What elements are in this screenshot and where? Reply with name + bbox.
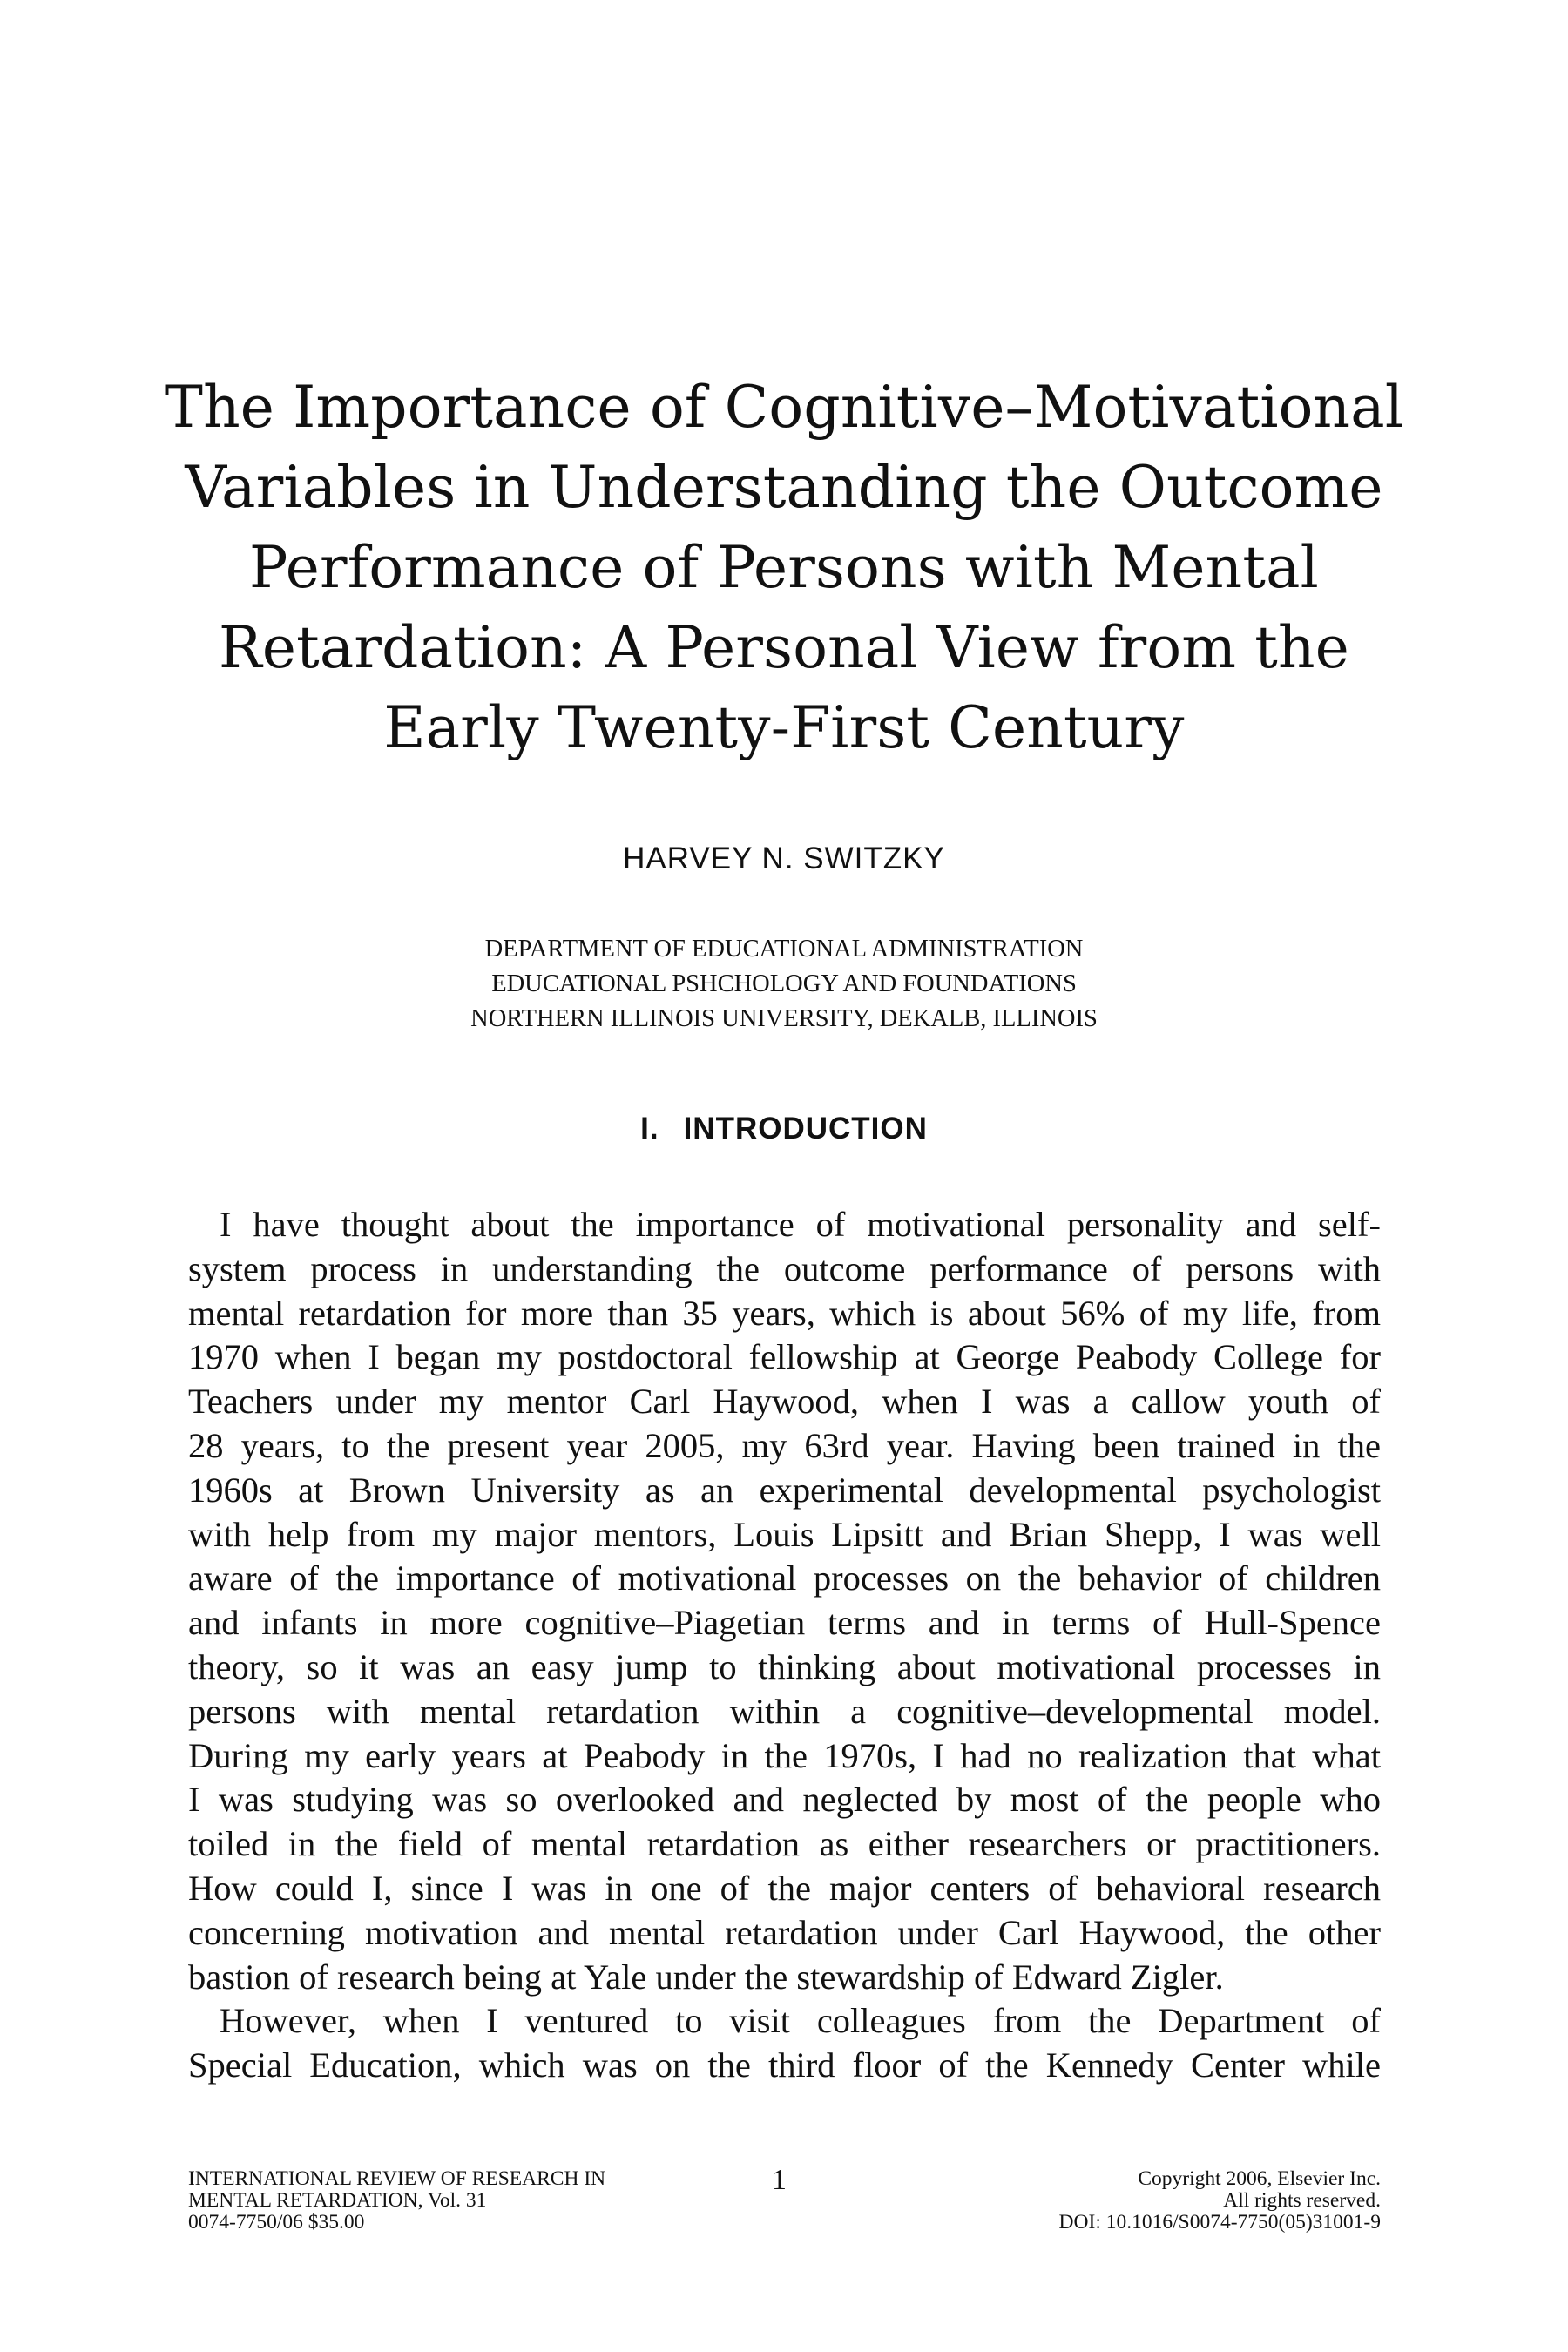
body-line: system process in understanding the outcome performance of persons with — [188, 1248, 1381, 1288]
body-line: I have thought about the importance of motivational personality and self- — [220, 1205, 1381, 1244]
footer-left-line: MENTAL RETARDATION, Vol. 31 — [188, 2189, 487, 2212]
title-line: Variables in Understanding the Outcome — [185, 454, 1383, 521]
body-line: 1970 when I began my postdoctoral fellowship at George Peabody College for — [188, 1337, 1381, 1377]
body-line: I was studying was so overlooked and neglected by most of the people who — [188, 1780, 1381, 1820]
article-title — [131, 368, 1437, 768]
affiliation-line: DEPARTMENT OF EDUCATIONAL ADMINISTRATION — [484, 936, 1084, 963]
body-line: persons with mental retardation within a cognitive–developmental model. — [188, 1691, 1381, 1731]
title-line: The Importance of Cognitive–Motivational — [164, 374, 1404, 441]
title-line: Performance of Persons with Mental — [249, 534, 1319, 601]
author-name: HARVEY N. SWITZKY — [623, 841, 945, 875]
body-line: toiled in the field of mental retardation as either researchers or practitioners. — [188, 1824, 1381, 1864]
page-number-text: 1 — [772, 2164, 787, 2196]
body-line: aware of the importance of motivational processes on the behavior of children — [188, 1558, 1381, 1598]
footer-right-line: Copyright 2006, Elsevier Inc. — [1138, 2167, 1381, 2190]
body-line: mental retardation for more than 35 years, which is about 56% of my life, from — [188, 1293, 1381, 1333]
body-text — [188, 1203, 1381, 2088]
affiliation-line: EDUCATIONAL PSHCHOLOGY AND FOUNDATIONS — [491, 970, 1077, 997]
section-title: INTRODUCTION — [683, 1112, 928, 1146]
body-line: 1960s at Brown University as an experimental developmental psychologist — [188, 1470, 1381, 1510]
body-line: During my early years at Peabody in the 1970s, I had no realization that what — [188, 1735, 1381, 1775]
body-line: bastion of research being at Yale under the stewardship of Edward Zigler. — [188, 1957, 1224, 1997]
body-line: and infants in more cognitive–Piagetian terms and in terms of Hull-Spence — [188, 1603, 1381, 1643]
section-number: I. — [640, 1112, 659, 1146]
copyright-notice — [1059, 2168, 1381, 2234]
body-line: concerning motivation and mental retardation under Carl Haywood, the other — [188, 1912, 1381, 1952]
author-affiliation — [131, 932, 1437, 1037]
body-line: theory, so it was an easy jump to thinking about motivational processes in — [188, 1646, 1381, 1686]
body-line: How could I, since I was in one of the major centers of behavioral research — [188, 1868, 1381, 1908]
page-footer — [188, 2164, 1381, 2252]
footer-left-line: INTERNATIONAL REVIEW OF RESEARCH IN — [188, 2167, 606, 2190]
body-line: Special Education, which was on the third floor of the Kennedy Center while — [188, 2045, 1381, 2085]
section-heading — [131, 1112, 1437, 1146]
footer-right-line: All rights reserved. — [1223, 2189, 1381, 2212]
title-line: Early Twenty-First Century — [383, 694, 1185, 761]
footer-right-line: DOI: 10.1016/S0074-7750(05)31001-9 — [1058, 2211, 1381, 2234]
body-line: Teachers under my mentor Carl Haywood, when I was a callow youth of — [188, 1382, 1381, 1422]
title-line: Retardation: A Personal View from the — [218, 614, 1349, 681]
affiliation-line: NORTHERN ILLINOIS UNIVERSITY, DEKALB, ILLINOIS — [470, 1005, 1098, 1032]
body-line: with help from my major mentors, Louis Lipsitt and Brian Shepp, I was well — [188, 1514, 1381, 1554]
body-line: However, when I ventured to visit colleagues from the Department of — [220, 2001, 1381, 2041]
body-line: 28 years, to the present year 2005, my 63rd year. Having been trained in the — [188, 1425, 1381, 1465]
footer-left-line: 0074-7750/06 $35.00 — [188, 2211, 365, 2234]
